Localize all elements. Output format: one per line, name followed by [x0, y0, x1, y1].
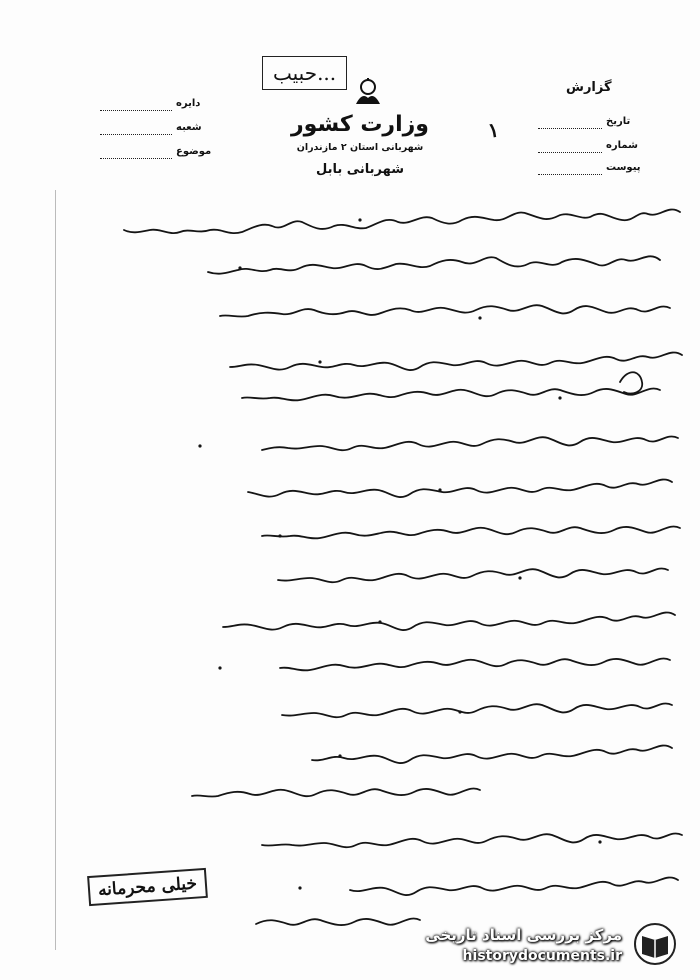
department-field-label: دایره [176, 98, 201, 109]
confidential-stamp: خیلی محرمانه [87, 868, 208, 906]
attachment-field-line [538, 174, 602, 175]
book-logo-icon [632, 922, 678, 966]
margin-number: ۱ [486, 117, 501, 143]
handwritten-body [60, 190, 690, 950]
report-label: گزارش [566, 80, 612, 95]
province-line: شهربانی استان ۲ مازندران [296, 142, 424, 153]
lion-sun-emblem-icon [352, 78, 384, 108]
watermark-url: historydocuments.ir [462, 948, 622, 964]
subject-field-line [100, 158, 172, 159]
department-field-line [100, 110, 172, 111]
city-title: شهربانی بابل [315, 162, 405, 177]
subject-field-label: موضوع [176, 146, 212, 157]
margin-rule [55, 190, 56, 950]
number-field-label: شماره [606, 140, 638, 151]
branch-field-line [100, 134, 172, 135]
date-field-line [538, 128, 602, 129]
branch-field-label: شعبه [176, 122, 202, 133]
ministry-title: وزارت کشور [291, 112, 429, 137]
attachment-field-label: پیوست [606, 162, 641, 173]
watermark-name: مرکز بررسی اسناد تاریخی [425, 926, 622, 944]
date-field-label: تاریخ [606, 116, 631, 127]
top-stamp: ...حبیب [262, 56, 347, 90]
number-field-line [538, 152, 602, 153]
